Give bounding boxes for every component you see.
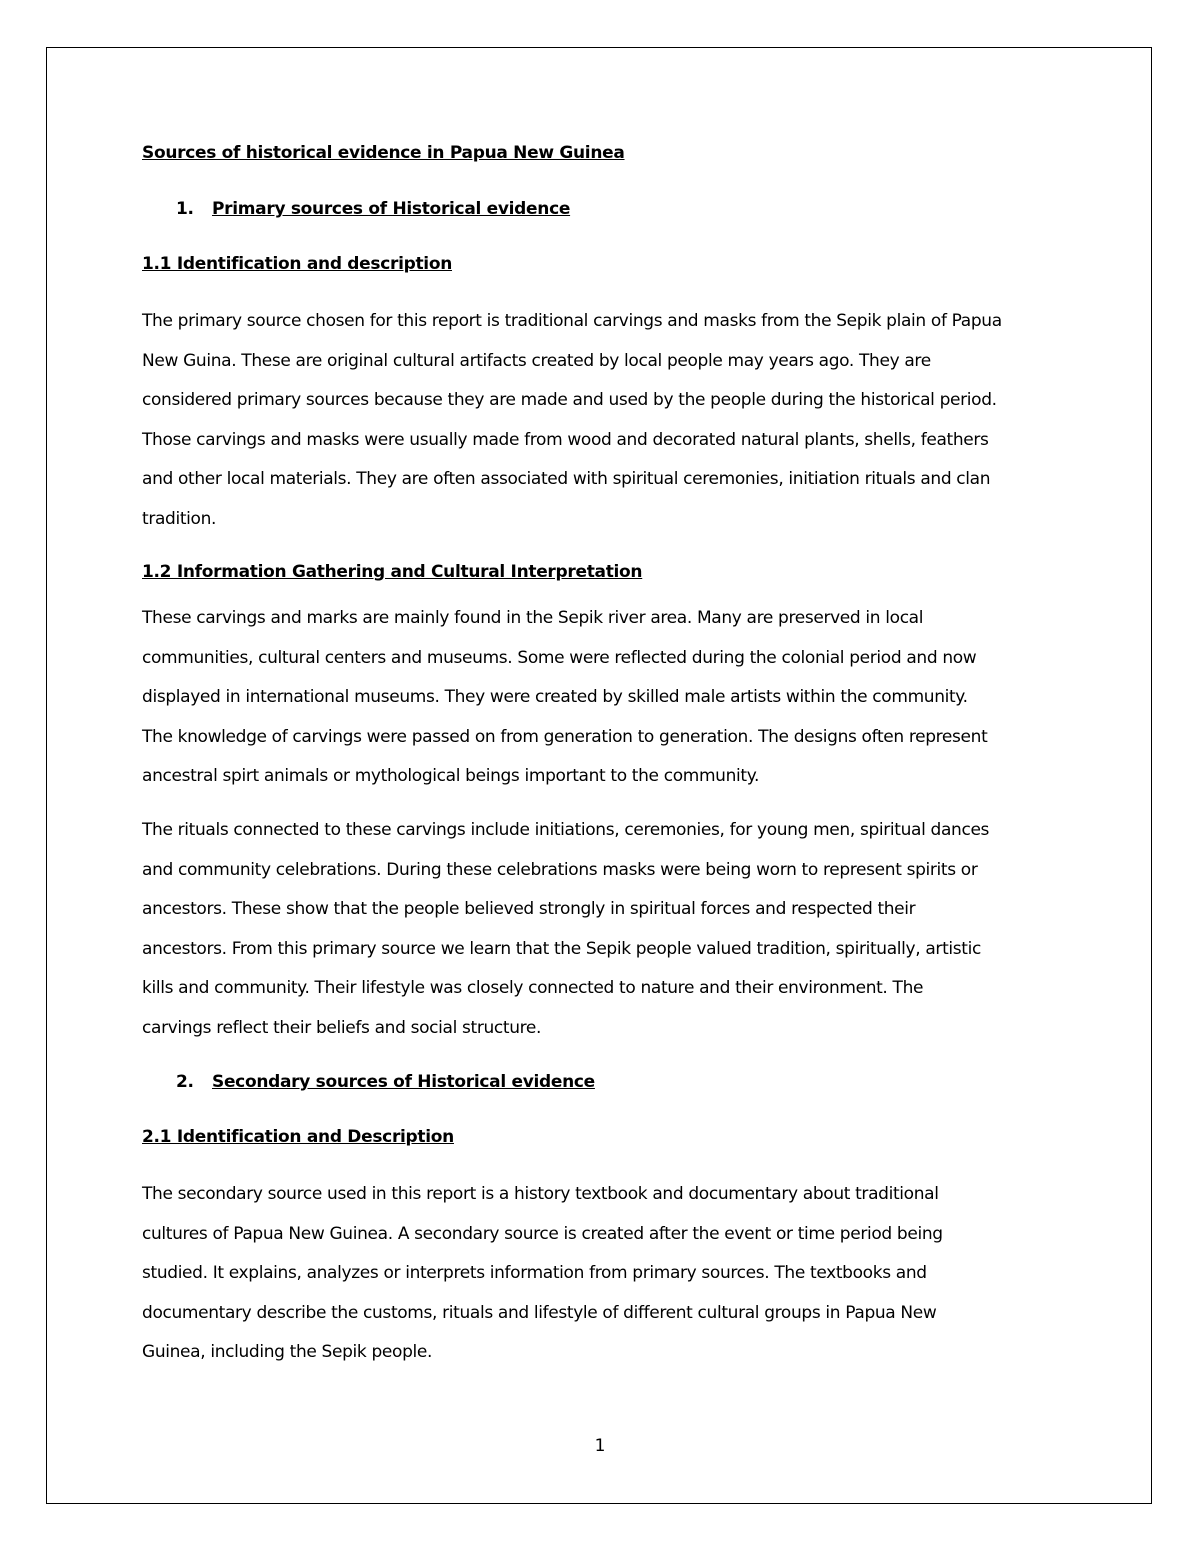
paragraph-line: communities, cultural centers and museums. Some were reflected during the colonial period and now [142, 647, 977, 668]
section-1-number: 1. [176, 199, 194, 219]
paragraph-line: documentary describe the customs, rituals and lifestyle of different cultural groups in Papua New [142, 1302, 937, 1323]
paragraph-line: ancestors. From this primary source we learn that the Sepik people valued tradition, spiritually, artistic [142, 938, 981, 959]
section-1-heading [176, 199, 570, 219]
paragraph-line: New Guina. These are original cultural artifacts created by local people may years ago. They are [142, 350, 931, 371]
section-2-title: Secondary sources of Historical evidence [212, 1072, 595, 1092]
paragraph-line: studied. It explains, analyzes or interprets information from primary sources. The textbooks and [142, 1263, 927, 1284]
paragraph-line: and other local materials. They are often associated with spiritual ceremonies, initiation rituals and clan [142, 469, 991, 490]
page-number: 1 [594, 1436, 606, 1456]
paragraph-line: ancestors. These show that the people believed strongly in spiritual forces and respected their [142, 899, 916, 920]
section-1-2-paragraph-1 [142, 607, 1062, 805]
paragraph-line: tradition. [142, 508, 217, 529]
section-2-number: 2. [176, 1072, 194, 1092]
section-1-2-heading: 1.2 Information Gathering and Cultural Interpretation [142, 562, 643, 582]
paragraph-line: The knowledge of carvings were passed on from generation to generation. The designs often represent [142, 726, 988, 747]
paragraph-line: ancestral spirt animals or mythological beings important to the community. [142, 766, 760, 787]
section-1-2-paragraph-2 [142, 819, 1062, 1057]
paragraph-line: kills and community. Their lifestyle was closely connected to nature and their environment. The [142, 978, 924, 999]
paragraph-line: The secondary source used in this report is a history textbook and documentary about traditional [142, 1184, 939, 1204]
paragraph-line: considered primary sources because they are made and used by the people during the historical period. [142, 390, 997, 411]
section-2-heading [176, 1072, 595, 1092]
section-2-1-heading: 2.1 Identification and Description [142, 1127, 454, 1147]
paragraph-line: carvings reflect their beliefs and social structure. [142, 1017, 542, 1038]
paragraph-line: The rituals connected to these carvings include initiations, ceremonies, for young men, spiritual dances [142, 820, 990, 840]
paragraph-line: Those carvings and masks were usually made from wood and decorated natural plants, shells, feathers [142, 429, 989, 450]
paragraph-line: The primary source chosen for this report is traditional carvings and masks from the Sepik plain of Papua [142, 311, 1002, 331]
paragraph-line: displayed in international museums. They were created by skilled male artists within the community. [142, 687, 968, 708]
paragraph-line: Guinea, including the Sepik people. [142, 1342, 433, 1363]
paragraph-line: and community celebrations. During these celebrations masks were being worn to represent spirits or [142, 859, 978, 880]
section-1-1-paragraph [142, 310, 1062, 548]
paragraph-line: These carvings and marks are mainly found in the Sepik river area. Many are preserved in local [142, 608, 924, 628]
section-1-1-heading: 1.1 Identification and description [142, 254, 453, 274]
section-2-1-paragraph [142, 1183, 1062, 1381]
document-title: Sources of historical evidence in Papua New Guinea [142, 143, 625, 163]
section-1-title: Primary sources of Historical evidence [212, 199, 571, 219]
paragraph-line: cultures of Papua New Guinea. A secondary source is created after the event or time period being [142, 1223, 943, 1244]
